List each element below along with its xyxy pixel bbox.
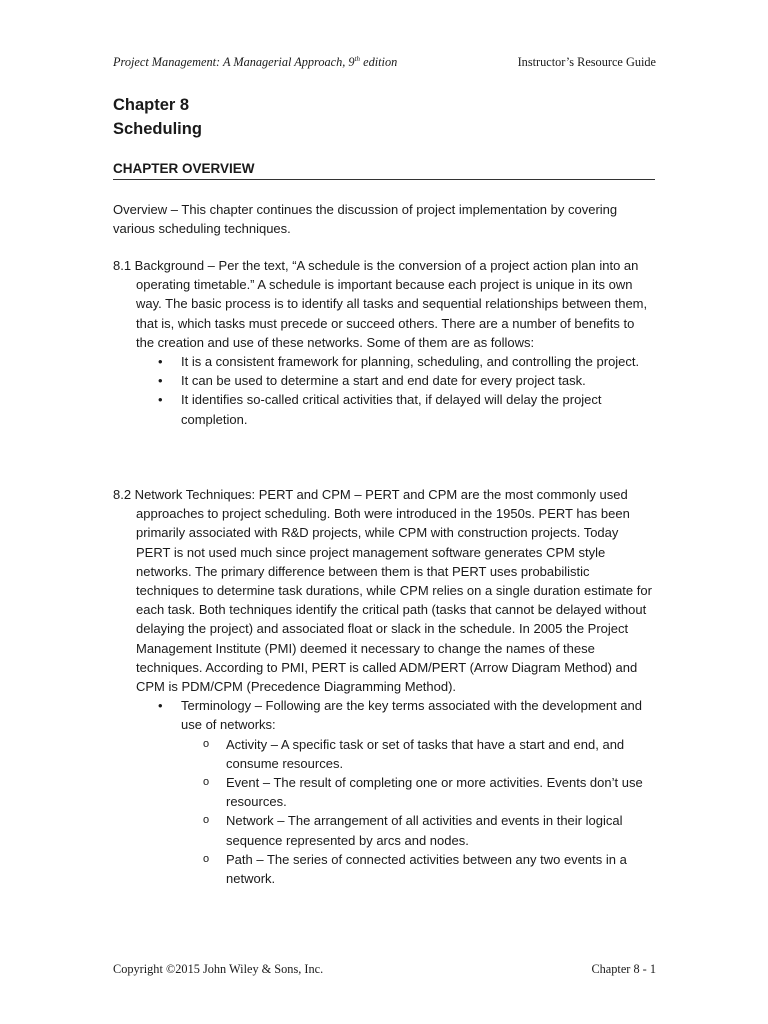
list-item: o Activity – A specific task or set of tasks that have a start and end, and consume resources. [113,735,655,773]
list-item: • It can be used to determine a start and end date for every project task. [113,371,655,390]
guide-title: Instructor’s Resource Guide [517,55,656,69]
list-item: o Path – The series of connected activities between any two events in a network. [113,850,655,888]
benefits-list [113,352,655,429]
section-8-2-paragraph: 8.2 Network Techniques: PERT and CPM – PERT and CPM are the most commonly used approaches to project scheduling. Both were introduced in the 1950s. PERT has been primarily associated with R&D projects, while CPM with construction projects. Today PERT is not used much since project management software generates CPM style networks. The primary difference between them is that PERT uses probabilistic techniques to determine task durations, while CPM relies on a single duration estimate for each task. Both techniques identify the critical path (tasks that cannot be delayed without delaying the project) and associated float or slack in the schedule. In 2005 the Project Management Institute (PMI) deemed it necessary to change the names of these techniques. According to PMI, PERT is called ADM/PERT (Arrow Diagram Method) and CPM is PDM/CPM (Precedence Diagramming Method). [113,487,652,695]
section-8-1-paragraph: 8.1 Background – Per the text, “A schedule is the conversion of a project action plan into an operating timetable.” A schedule is important because each project is unique in its own way. The basic process is to identify all tasks and sequential relationships between them, that is, which tasks must precede or succeed others. There are a number of benefits to the creation and use of these networks. Some of them are as follows: [113,258,648,350]
section-8-2 [113,485,655,888]
page-footer [113,962,656,980]
page-number: Chapter 8 - 1 [591,962,656,976]
book-title [113,55,397,70]
book-title-tail: edition [360,55,398,69]
book-title-main: Project Management: A Managerial Approach, 9 [113,55,355,69]
list-item: o Event – The result of completing one or more activities. Events don’t use resources. [113,773,655,811]
running-header [113,55,656,73]
chapter-number: Chapter 8 [113,96,190,114]
list-item [113,696,655,734]
overview-paragraph: Overview – This chapter continues the discussion of project implementation by covering various scheduling techniques. [113,202,618,237]
list-item: o Network – The arrangement of all activities and events in their logical sequence represented by arcs and nodes. [113,811,655,849]
terminology-bullet: Terminology – Following are the key terms associated with the development and use of networks: [181,698,643,733]
chapter-overview-heading: CHAPTER OVERVIEW [113,160,655,180]
list-item: • It identifies so-called critical activities that, if delayed will delay the project completion. [113,390,655,428]
terminology-list [113,696,655,734]
chapter-heading [113,93,202,141]
section-8-1 [113,256,655,429]
edition-superscript: th [354,54,361,63]
chapter-title: Scheduling [113,120,202,138]
list-item: • It is a consistent framework for planning, scheduling, and controlling the project. [113,352,655,371]
copyright-notice: Copyright ©2015 John Wiley & Sons, Inc. [113,962,324,976]
terms-list [113,735,655,889]
